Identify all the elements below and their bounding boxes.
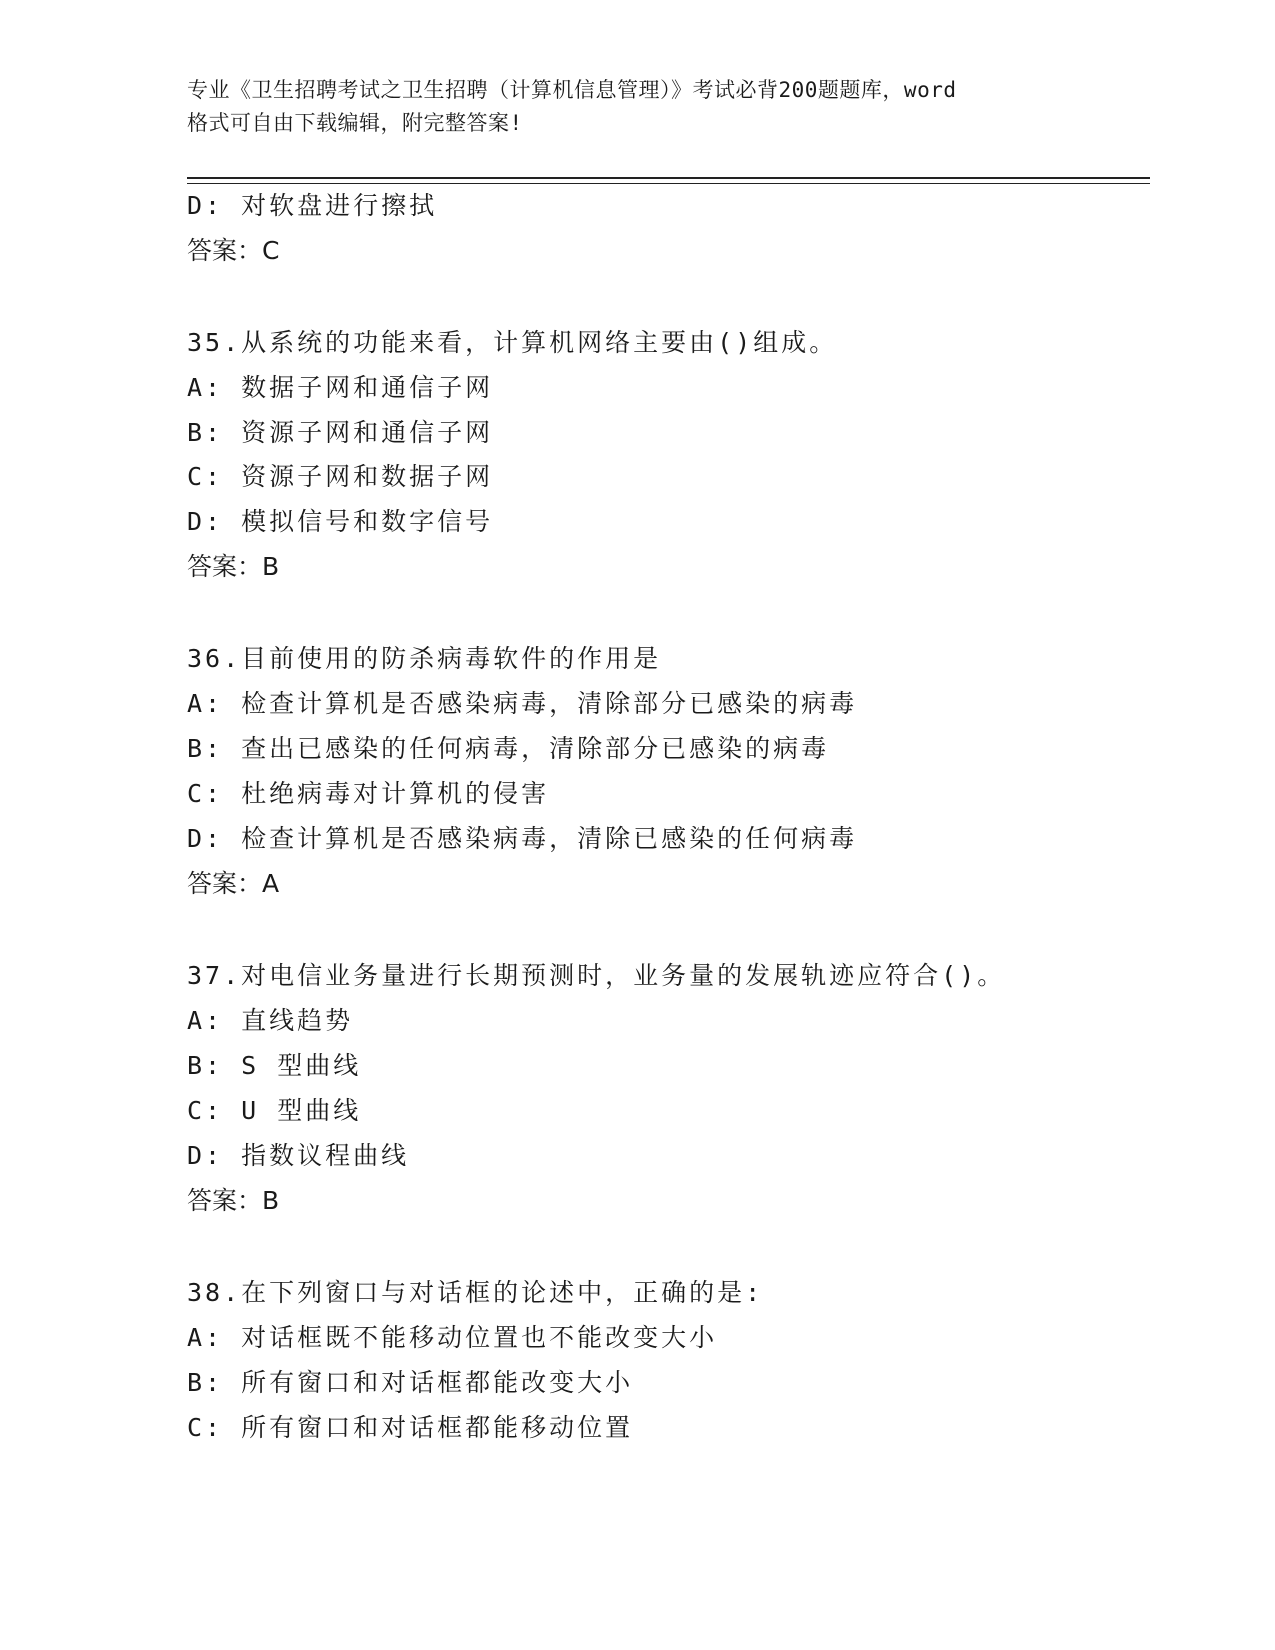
document-header (187, 74, 1087, 140)
q37-answer: 答案：B (187, 1186, 280, 1215)
q35-option-d: D: 模拟信号和数字信号 (187, 507, 494, 536)
q37-option-c: C: U 型曲线 (187, 1096, 362, 1125)
q38-option-b: B: 所有窗口和对话框都能改变大小 (187, 1368, 634, 1397)
q37-option-d: D: 指数议程曲线 (187, 1141, 410, 1170)
q35-answer: 答案：B (187, 552, 280, 581)
q35-stem: 35.从系统的功能来看，计算机网络主要由()组成。 (187, 328, 838, 357)
q36-option-b: B: 查出已感染的任何病毒，清除部分已感染的病毒 (187, 734, 830, 763)
q37-option-a: A: 直线趋势 (187, 1006, 354, 1035)
prev-option-d: D: 对软盘进行擦拭 (187, 191, 438, 220)
q36-option-a: A: 检查计算机是否感染病毒，清除部分已感染的病毒 (187, 689, 858, 718)
q37-stem: 37.对电信业务量进行长期预测时，业务量的发展轨迹应符合()。 (187, 961, 1006, 990)
q35-option-c: C: 资源子网和数据子网 (187, 462, 494, 491)
q36-stem: 36.目前使用的防杀病毒软件的作用是 (187, 644, 662, 673)
q35-option-b: B: 资源子网和通信子网 (187, 418, 494, 447)
q35-option-a: A: 数据子网和通信子网 (187, 373, 494, 402)
q38-stem: 38.在下列窗口与对话框的论述中，正确的是: (187, 1278, 764, 1307)
q36-option-d: D: 检查计算机是否感染病毒，清除已感染的任何病毒 (187, 824, 858, 853)
prev-answer: 答案：C (187, 236, 280, 265)
header-title-line1: 专业《卫生招聘考试之卫生招聘（计算机信息管理）》考试必背200题题库，word (187, 78, 957, 102)
q36-option-c: C: 杜绝病毒对计算机的侵害 (187, 779, 550, 808)
header-title-line2: 格式可自由下载编辑，附完整答案! (187, 111, 523, 135)
header-divider-thick (187, 177, 1150, 179)
header-divider-thin (187, 183, 1150, 184)
q38-option-c: C: 所有窗口和对话框都能移动位置 (187, 1413, 634, 1442)
q38-option-a: A: 对话框既不能移动位置也不能改变大小 (187, 1323, 718, 1352)
q36-answer: 答案：A (187, 869, 280, 898)
q37-option-b: B: S 型曲线 (187, 1051, 362, 1080)
